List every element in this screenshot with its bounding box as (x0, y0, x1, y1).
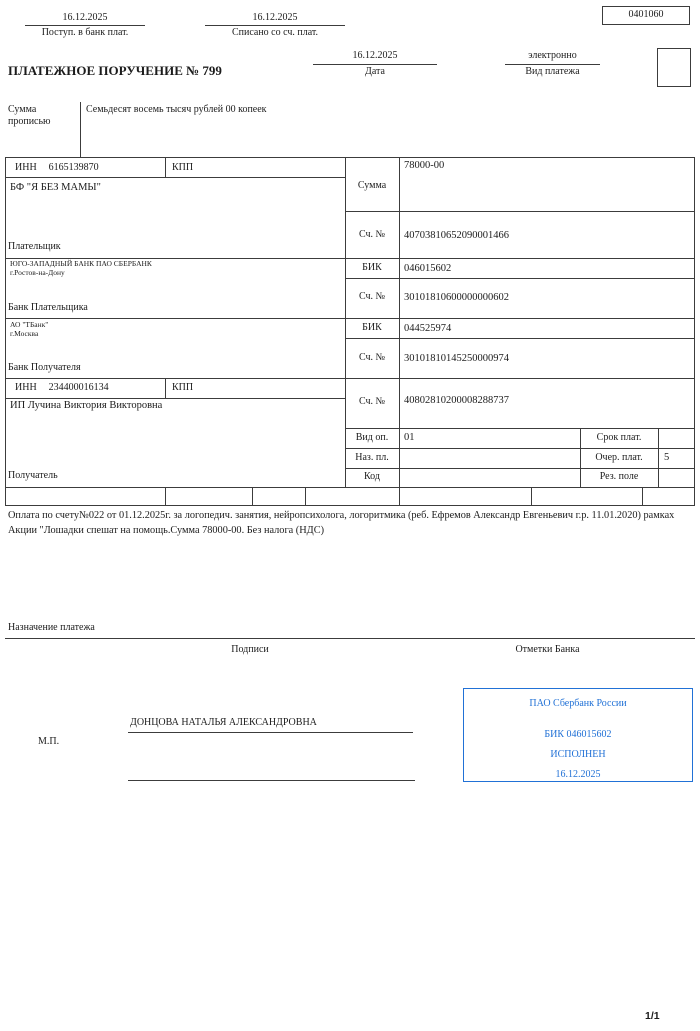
grid-line (658, 428, 659, 488)
amount-value: 78000-00 (404, 160, 445, 171)
payer-inn-row (15, 162, 99, 174)
bank-execution-stamp (463, 688, 693, 782)
op-kind-value: 01 (404, 432, 415, 443)
grid-line (5, 318, 695, 319)
due-date-label: Срок плат. (596, 432, 642, 443)
grid-line (5, 398, 346, 399)
grid-line (531, 487, 532, 505)
signature-line (128, 732, 413, 733)
grid-line (5, 378, 695, 379)
divider (80, 102, 81, 157)
doc-date-label: Дата (365, 66, 385, 77)
reserve-label: Рез. поле (599, 471, 639, 482)
signature-line (128, 780, 415, 781)
purpose-text: Оплата по счету№022 от 01.12.2025г. за логопедич. занятия, нейропсихолога, логоритмика (реб. Ефремов Александр Евгеньевич г.р. 11.01.2020) рамках Акции "Лошадки спешат на помощь.Сумма 78000-00. Без налога (НДС) (8, 510, 675, 536)
payer-bank-corr-value: 30101810600000000602 (404, 292, 509, 303)
beneficiary-bank-section-label: Банк Получателя (8, 362, 81, 373)
grid-line (165, 487, 166, 505)
grid-line (345, 211, 695, 212)
grid-line (345, 278, 695, 279)
payer-bank-city: г.Ростов-на-Дону (10, 268, 65, 277)
stamp-place-label: М.П. (38, 736, 60, 747)
grid-line (345, 468, 695, 469)
beneficiary-name: ИП Лучина Виктория Викторовна (10, 400, 163, 411)
beneficiary-inn-label: ИНН (15, 382, 37, 393)
grid-line (5, 157, 695, 158)
payer-name: БФ "Я БЕЗ МАМЫ" (10, 182, 101, 193)
beneficiary-bank-corr-value: 30101810145250000974 (404, 353, 509, 364)
signer-name: ДОНЦОВА НАТАЛЬЯ АЛЕКСАНДРОВНА (130, 717, 317, 728)
beneficiary-bank-bik-label: БИК (362, 322, 382, 333)
page-number: 1/1 (645, 1010, 660, 1022)
form-code: 0401060 (628, 9, 664, 20)
amount-words-label: Сумма прописью (8, 104, 51, 127)
form-code-box (602, 6, 690, 25)
grid-line (165, 157, 166, 178)
received-date-value: 16.12.2025 (62, 12, 108, 23)
grid-line (5, 505, 695, 506)
doc-date-value: 16.12.2025 (352, 50, 398, 61)
beneficiary-inn-value: 234400016134 (48, 382, 109, 393)
grid-line (5, 487, 695, 488)
grid-line (345, 428, 695, 429)
payer-bank-name: ЮГО-ЗАПАДНЫЙ БАНК ПАО СБЕРБАНК (10, 259, 152, 268)
payer-kpp-label: КПП (172, 162, 194, 173)
payer-bank-bik-value: 046015602 (404, 263, 452, 274)
debited-date-label: Списано со сч. плат. (231, 27, 319, 38)
purpose-label: Назначение платежа (8, 622, 95, 633)
payer-bank-section-label: Банк Плательщика (8, 302, 88, 313)
grid-line (305, 487, 306, 505)
code-label: Код (364, 471, 380, 482)
stamp-bank-name: ПАО Сбербанк России (529, 698, 627, 709)
payer-inn-value: 6165139870 (48, 162, 99, 173)
status-square-box (657, 48, 691, 87)
beneficiary-inn-row (15, 382, 109, 394)
amount-label: Сумма (357, 180, 387, 191)
beneficiary-bank-city: г.Москва (10, 329, 39, 338)
signatures-label: Подписи (231, 644, 269, 655)
grid-line (5, 157, 6, 505)
grid-line (399, 157, 400, 488)
payer-bank-bik-label: БИК (362, 262, 382, 273)
underline (505, 64, 600, 65)
beneficiary-bank-bik-value: 044525974 (404, 323, 452, 334)
stamp-status: ИСПОЛНЕН (550, 749, 606, 760)
stamp-date: 16.12.2025 (555, 769, 601, 780)
bank-marks-label: Отметки Банка (515, 644, 580, 655)
underline (205, 25, 345, 26)
underline (25, 25, 145, 26)
payment-kind-label: Вид платежа (525, 66, 580, 77)
beneficiary-kpp-label: КПП (172, 382, 194, 393)
divider (5, 638, 695, 639)
op-kind-label: Вид оп. (355, 432, 389, 443)
received-date-label: Поступ. в банк плат. (41, 27, 129, 38)
underline (313, 64, 437, 65)
grid-line (5, 177, 346, 178)
payer-section-label: Плательщик (8, 241, 61, 252)
priority-label: Очер. плат. (595, 452, 643, 463)
stamp-bik: БИК 046015602 (544, 729, 612, 740)
grid-line (165, 378, 166, 399)
grid-line (345, 448, 695, 449)
beneficiary-bank-name: АО "ТБанк" (10, 320, 49, 329)
document-title: ПЛАТЕЖНОЕ ПОРУЧЕНИЕ № 799 (8, 63, 222, 78)
grid-line (694, 157, 695, 505)
grid-line (399, 487, 400, 505)
purpose-code-label: Наз. пл. (355, 452, 389, 463)
beneficiary-account-value: 40802810200008288737 (404, 395, 509, 406)
grid-line (345, 338, 695, 339)
beneficiary-account-label: Сч. № (358, 396, 386, 407)
payer-inn-label: ИНН (15, 162, 37, 173)
beneficiary-bank-corr-label: Сч. № (358, 352, 386, 363)
amount-words-value: Семьдесят восемь тысяч рублей 00 копеек (86, 104, 267, 115)
payer-account-label: Сч. № (358, 229, 386, 240)
grid-line (642, 487, 643, 505)
payment-kind-value: электронно (528, 50, 577, 61)
priority-value: 5 (664, 452, 670, 463)
debited-date-value: 16.12.2025 (252, 12, 298, 23)
payer-bank-corr-label: Сч. № (358, 291, 386, 302)
payer-account-value: 40703810652090001466 (404, 230, 509, 241)
beneficiary-section-label: Получатель (8, 470, 58, 481)
grid-line (252, 487, 253, 505)
